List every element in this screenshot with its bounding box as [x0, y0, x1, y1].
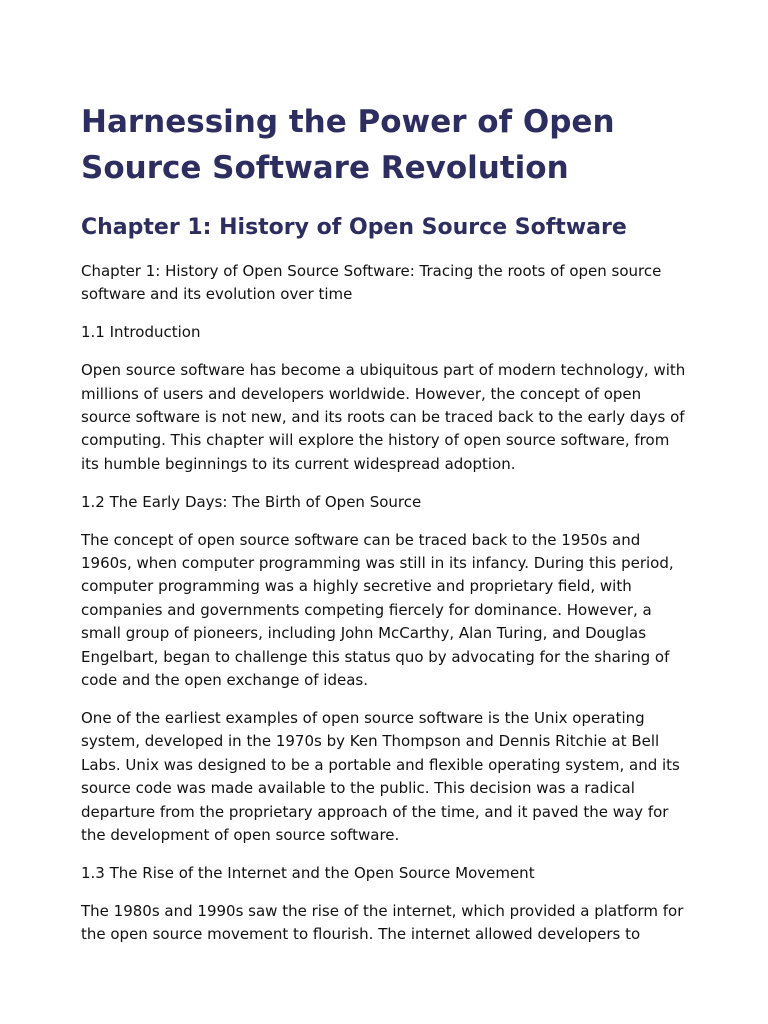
body-paragraph-truncated: The 1980s and 1990s saw the rise of the internet, which provided a platform for the open source movement to flourish. The internet allowed developers to	[81, 901, 684, 944]
section-heading-early-days: 1.2 The Early Days: The Birth of Open Source	[81, 492, 422, 511]
document-page	[81, 99, 691, 947]
body-paragraph: Open source software has become a ubiquitous part of modern technology, with millions of users and developers worldwide. However, the concept of open source software is not new, and its roots can be traced back to the early days of computing. This chapter will explore the history of open source software, from its humble beginnings to its current widespread adoption.	[81, 361, 686, 473]
section-heading-rise-of-internet: 1.3 The Rise of the Internet and the Open Source Movement	[81, 863, 535, 882]
section-heading-introduction: 1.1 Introduction	[81, 323, 201, 342]
body-paragraph: The concept of open source software can be traced back to the 1950s and 1960s, when computer programming was still in its infancy. During this period, computer programming was a highly secretive and proprietary field, with companies and governments competing fiercely for dominance. However, a small group of pioneers, including John McCarthy, Alan Turing, and Douglas Engelbart, began to challenge this status quo by advocating for the sharing of code and the open exchange of ideas.	[81, 530, 674, 690]
body-paragraph: One of the earliest examples of open source software is the Unix operating system, developed in the 1970s by Ken Thompson and Dennis Ritchie at Bell Labs. Unix was designed to be a portable and flexible operating system, and its source code was made available to the public. This decision was a radical departure from the proprietary approach of the time, and it paved the way for the development of open source software.	[81, 709, 680, 845]
chapter-subtitle-paragraph: Chapter 1: History of Open Source Software: Tracing the roots of open source software and its evolution over time	[81, 262, 662, 304]
document-title: Harnessing the Power of Open Source Software Revolution	[81, 104, 615, 186]
chapter-heading: Chapter 1: History of Open Source Software	[81, 215, 627, 240]
